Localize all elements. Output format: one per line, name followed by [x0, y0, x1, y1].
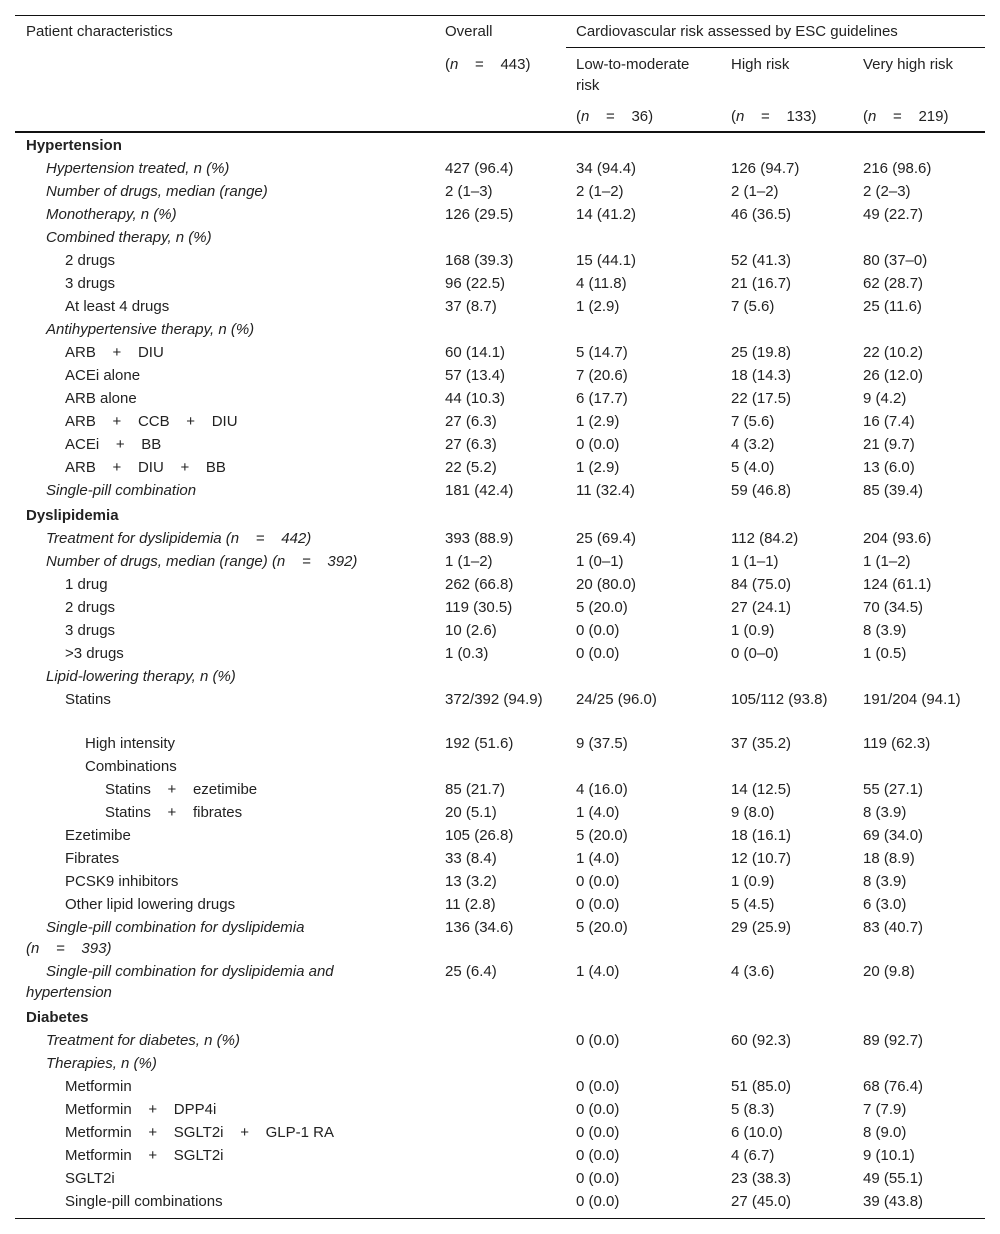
row-label: Fibrates — [65, 850, 120, 867]
row-value: 4 (6.7) — [731, 1147, 775, 1164]
row-value: 57 (13.4) — [445, 367, 506, 384]
row-label: Treatment for diabetes, n (%) — [46, 1032, 240, 1049]
row-value: 89 (92.7) — [863, 1032, 924, 1049]
header-very-n: (n = 219) — [863, 108, 949, 125]
row-value: 168 (39.3) — [445, 252, 514, 269]
row-value: 112 (84.2) — [731, 530, 799, 547]
row-label: Diabetes — [26, 1009, 89, 1026]
row-value: 372/392 (94.9) — [445, 691, 543, 708]
row-value: 1 (0.9) — [731, 622, 775, 639]
row-value: 0 (0–0) — [731, 645, 779, 662]
row-value: 2 (1–2) — [731, 183, 779, 200]
row-value: 7 (7.9) — [863, 1101, 907, 1118]
row-value: 181 (42.4) — [445, 482, 514, 499]
row-label: 1 drug — [65, 576, 108, 593]
row-label: 3 drugs — [65, 622, 116, 639]
row-value: 80 (37–0) — [863, 252, 928, 269]
row-value: 59 (46.8) — [731, 482, 792, 499]
row-value: 26 (12.0) — [863, 367, 924, 384]
row-value: 6 (3.0) — [863, 896, 907, 913]
row-value: 18 (8.9) — [863, 850, 915, 867]
row-value: 5 (4.0) — [731, 459, 775, 476]
row-value: 37 (8.7) — [445, 298, 497, 315]
row-value: 34 (94.4) — [576, 160, 637, 177]
row-label: Metformin — [65, 1078, 132, 1095]
row-value: 0 (0.0) — [576, 622, 620, 639]
row-value: 216 (98.6) — [863, 160, 932, 177]
row-value: 68 (76.4) — [863, 1078, 924, 1095]
row-value: 124 (61.1) — [863, 576, 932, 593]
row-value: 11 (2.8) — [445, 896, 496, 913]
row-value: 22 (5.2) — [445, 459, 497, 476]
header-low-moderate: Low-to-moderate risk — [576, 56, 690, 94]
row-value: 85 (21.7) — [445, 781, 506, 798]
header-overall: Overall — [445, 23, 493, 40]
row-value: 5 (8.3) — [731, 1101, 775, 1118]
row-value: 0 (0.0) — [576, 1124, 620, 1141]
row-label: ACEi + BB — [65, 436, 162, 453]
row-value: 62 (28.7) — [863, 275, 924, 292]
row-value: 1 (1–2) — [863, 553, 911, 570]
row-value: 191/204 (94.1) — [863, 691, 961, 708]
row-value: 4 (3.6) — [731, 963, 775, 980]
row-value: 1 (4.0) — [576, 963, 620, 980]
row-value: 27 (24.1) — [731, 599, 792, 616]
row-value: 69 (34.0) — [863, 827, 924, 844]
row-value: 0 (0.0) — [576, 1147, 620, 1164]
row-label: Combinations — [85, 758, 177, 775]
row-label: Other lipid lowering drugs — [65, 896, 236, 913]
row-value: 5 (20.0) — [576, 919, 628, 936]
row-label: Metformin + DPP4i — [65, 1101, 217, 1118]
row-value: 7 (5.6) — [731, 413, 775, 430]
row-value: 1 (2.9) — [576, 459, 620, 476]
header-cv-risk: Cardiovascular risk assessed by ESC guidelines — [576, 23, 898, 40]
row-value: 39 (43.8) — [863, 1193, 924, 1210]
row-value: 1 (2.9) — [576, 413, 620, 430]
row-value: 25 (6.4) — [445, 963, 497, 980]
row-value: 262 (66.8) — [445, 576, 514, 593]
row-value: 136 (34.6) — [445, 919, 514, 936]
row-value: 44 (10.3) — [445, 390, 506, 407]
row-value: 4 (3.2) — [731, 436, 775, 453]
row-label: >3 drugs — [65, 645, 124, 662]
row-value: 37 (35.2) — [731, 735, 792, 752]
row-label: Monotherapy, n (%) — [46, 206, 177, 223]
row-value: 6 (10.0) — [731, 1124, 783, 1141]
row-value: 10 (2.6) — [445, 622, 497, 639]
row-label: Hypertension — [26, 137, 122, 154]
row-value: 1 (0.9) — [731, 873, 775, 890]
row-value: 1 (4.0) — [576, 850, 620, 867]
row-label: Number of drugs, median (range) — [46, 183, 268, 200]
row-value: 27 (6.3) — [445, 413, 497, 430]
row-label: 3 drugs — [65, 275, 116, 292]
row-value: 55 (27.1) — [863, 781, 924, 798]
row-value: 60 (92.3) — [731, 1032, 792, 1049]
row-label: ACEi alone — [65, 367, 141, 384]
header-patient-characteristics: Patient characteristics — [26, 23, 173, 40]
row-value: 0 (0.0) — [576, 1170, 620, 1187]
row-value: 4 (16.0) — [576, 781, 628, 798]
row-label: At least 4 drugs — [65, 298, 170, 315]
row-value: 0 (0.0) — [576, 1101, 620, 1118]
row-value: 0 (0.0) — [576, 1032, 620, 1049]
row-label: Metformin + SGLT2i + GLP-1 RA — [65, 1124, 334, 1141]
row-label: Hypertension treated, n (%) — [46, 160, 230, 177]
row-value: 1 (1–1) — [731, 553, 779, 570]
row-label: Combined therapy, n (%) — [46, 229, 212, 246]
row-value: 105/112 (93.8) — [731, 691, 828, 708]
row-value: 7 (5.6) — [731, 298, 775, 315]
row-value: 9 (4.2) — [863, 390, 907, 407]
row-value: 5 (14.7) — [576, 344, 628, 361]
row-label: High intensity — [85, 735, 176, 752]
row-value: 20 (80.0) — [576, 576, 637, 593]
row-value: 21 (9.7) — [863, 436, 915, 453]
row-value: 7 (20.6) — [576, 367, 628, 384]
row-value: 1 (4.0) — [576, 804, 620, 821]
row-value: 49 (22.7) — [863, 206, 924, 223]
row-value: 119 (30.5) — [445, 599, 513, 616]
row-label: Therapies, n (%) — [46, 1055, 157, 1072]
row-label: Single-pill combinations — [65, 1193, 223, 1210]
row-label: Statins + fibrates — [105, 804, 243, 821]
row-value: 1 (2.9) — [576, 298, 620, 315]
row-value: 9 (10.1) — [863, 1147, 915, 1164]
row-value: 18 (14.3) — [731, 367, 792, 384]
row-label: Statins + ezetimibe — [105, 781, 258, 798]
row-value: 427 (96.4) — [445, 160, 514, 177]
row-value: 5 (4.5) — [731, 896, 775, 913]
row-value: 12 (10.7) — [731, 850, 792, 867]
row-value: 33 (8.4) — [445, 850, 497, 867]
row-value: 22 (17.5) — [731, 390, 792, 407]
row-value: 20 (5.1) — [445, 804, 497, 821]
row-value: 1 (0.5) — [863, 645, 907, 662]
row-value: 46 (36.5) — [731, 206, 792, 223]
row-label: ARB + DIU + BB — [65, 459, 226, 476]
row-value: 2 (1–2) — [576, 183, 624, 200]
row-value: 13 (3.2) — [445, 873, 497, 890]
header-low-n: (n = 36) — [576, 108, 654, 125]
row-value: 9 (37.5) — [576, 735, 628, 752]
row-label: Single-pill combination — [46, 482, 197, 499]
row-value: 2 (1–3) — [445, 183, 493, 200]
row-label: ARB + DIU — [65, 344, 164, 361]
row-value: 29 (25.9) — [731, 919, 792, 936]
row-value: 8 (3.9) — [863, 873, 907, 890]
row-label: SGLT2i — [65, 1170, 115, 1187]
table-bottom-rule — [15, 1218, 985, 1219]
risk-group-span-rule — [566, 47, 985, 48]
row-value: 8 (9.0) — [863, 1124, 907, 1141]
row-value: 24/25 (96.0) — [576, 691, 657, 708]
row-value: 13 (6.0) — [863, 459, 915, 476]
row-value: 51 (85.0) — [731, 1078, 792, 1095]
row-value: 119 (62.3) — [863, 735, 931, 752]
row-label: Dyslipidemia — [26, 507, 119, 524]
row-value: 96 (22.5) — [445, 275, 506, 292]
row-value: 18 (16.1) — [731, 827, 792, 844]
row-value: 105 (26.8) — [445, 827, 514, 844]
row-value: 8 (3.9) — [863, 804, 907, 821]
row-value: 4 (11.8) — [576, 275, 627, 292]
row-value: 2 (2–3) — [863, 183, 911, 200]
row-value: 23 (38.3) — [731, 1170, 792, 1187]
row-value: 25 (69.4) — [576, 530, 637, 547]
row-label: Treatment for dyslipidemia (n = 442) — [46, 530, 312, 547]
row-value: 84 (75.0) — [731, 576, 792, 593]
row-value: 126 (29.5) — [445, 206, 514, 223]
row-value: 11 (32.4) — [576, 482, 635, 499]
row-value: 0 (0.0) — [576, 1078, 620, 1095]
row-value: 192 (51.6) — [445, 735, 514, 752]
row-value: 8 (3.9) — [863, 622, 907, 639]
row-label: 2 drugs — [65, 599, 116, 616]
row-value: 14 (41.2) — [576, 206, 637, 223]
row-value: 1 (1–2) — [445, 553, 493, 570]
row-value: 27 (6.3) — [445, 436, 497, 453]
row-label: Single-pill combination for dyslipidemia and hypertension — [26, 963, 334, 1001]
row-value: 49 (55.1) — [863, 1170, 924, 1187]
row-label: Single-pill combination for dyslipidemia (n = 393) — [26, 919, 305, 957]
header-high-risk: High risk — [731, 56, 790, 73]
row-value: 22 (10.2) — [863, 344, 924, 361]
row-value: 52 (41.3) — [731, 252, 792, 269]
row-value: 1 (0–1) — [576, 553, 624, 570]
row-value: 27 (45.0) — [731, 1193, 792, 1210]
row-label: ARB alone — [65, 390, 137, 407]
row-value: 70 (34.5) — [863, 599, 924, 616]
row-value: 83 (40.7) — [863, 919, 924, 936]
row-value: 0 (0.0) — [576, 436, 620, 453]
row-value: 85 (39.4) — [863, 482, 924, 499]
header-high-n: (n = 133) — [731, 108, 817, 125]
row-value: 126 (94.7) — [731, 160, 800, 177]
row-value: 25 (11.6) — [863, 298, 922, 315]
row-value: 0 (0.0) — [576, 645, 620, 662]
row-value: 393 (88.9) — [445, 530, 514, 547]
row-value: 25 (19.8) — [731, 344, 792, 361]
row-value: 0 (0.0) — [576, 873, 620, 890]
row-label: Number of drugs, median (range) (n = 392) — [46, 553, 358, 570]
row-value: 0 (0.0) — [576, 1193, 620, 1210]
row-value: 9 (8.0) — [731, 804, 775, 821]
row-value: 14 (12.5) — [731, 781, 792, 798]
header-overall-n: (n = 443) — [445, 56, 531, 73]
row-value: 204 (93.6) — [863, 530, 932, 547]
table-top-rule — [15, 15, 985, 16]
row-label: Statins — [65, 691, 111, 708]
row-value: 0 (0.0) — [576, 896, 620, 913]
row-label: Antihypertensive therapy, n (%) — [46, 321, 255, 338]
row-label: Lipid-lowering therapy, n (%) — [46, 668, 236, 685]
row-value: 5 (20.0) — [576, 599, 628, 616]
row-value: 1 (0.3) — [445, 645, 489, 662]
row-label: PCSK9 inhibitors — [65, 873, 179, 890]
row-label: Metformin + SGLT2i — [65, 1147, 224, 1164]
row-label: ARB + CCB + DIU — [65, 413, 238, 430]
row-value: 5 (20.0) — [576, 827, 628, 844]
row-label: Ezetimibe — [65, 827, 131, 844]
row-value: 20 (9.8) — [863, 963, 915, 980]
row-value: 15 (44.1) — [576, 252, 637, 269]
table-header-rule — [15, 131, 985, 133]
row-value: 16 (7.4) — [863, 413, 915, 430]
header-very-high-risk: Very high risk — [863, 56, 954, 73]
row-value: 60 (14.1) — [445, 344, 506, 361]
row-label: 2 drugs — [65, 252, 116, 269]
row-value: 21 (16.7) — [731, 275, 792, 292]
row-value: 6 (17.7) — [576, 390, 628, 407]
